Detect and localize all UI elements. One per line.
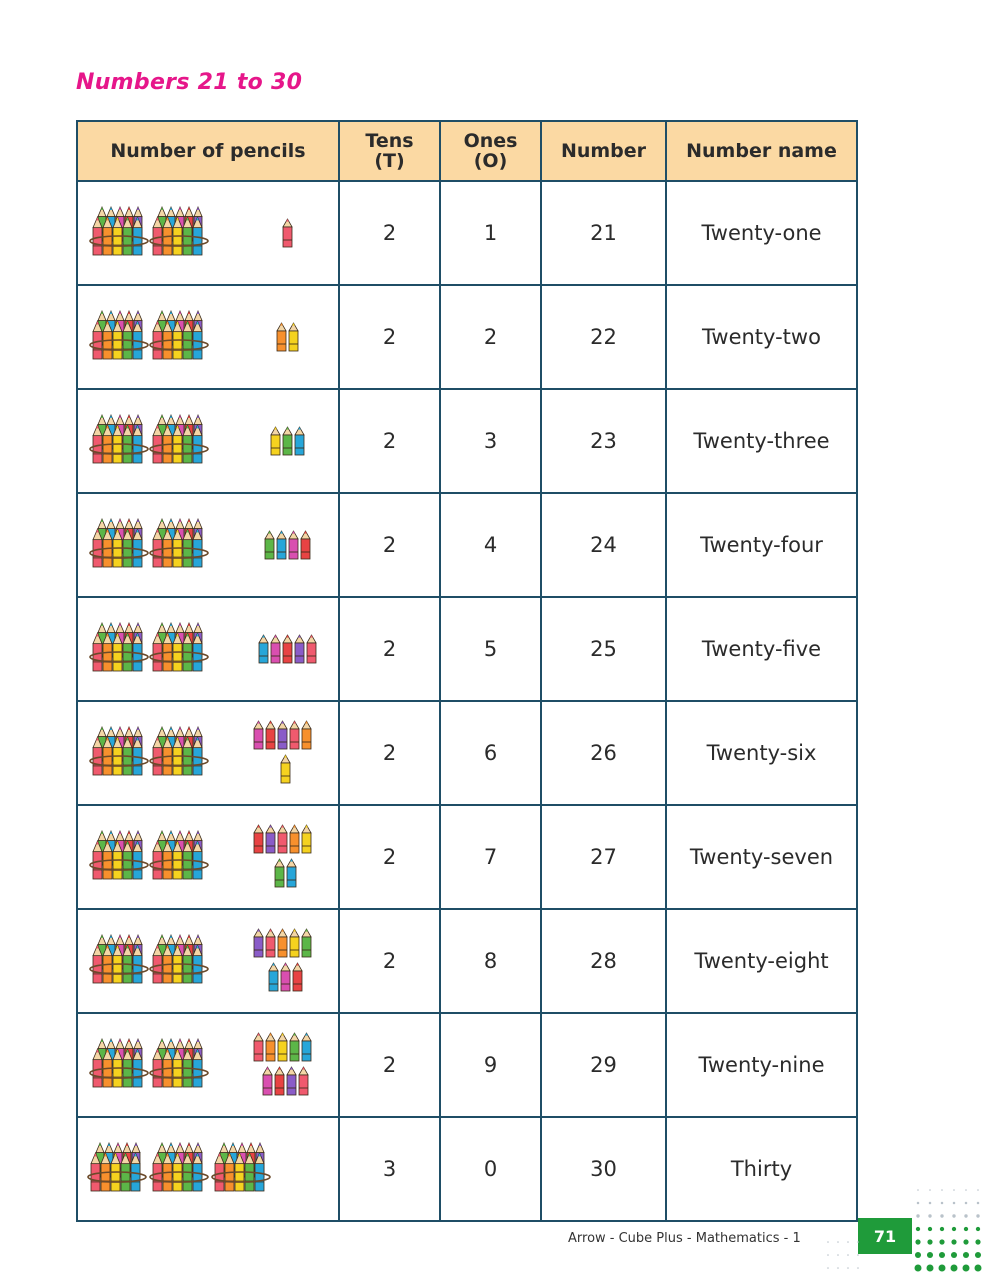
pencils-cell (77, 1013, 339, 1117)
tens-cell: 2 (339, 389, 440, 493)
pencil-icon (287, 859, 296, 887)
number-name-cell: Twenty-two (666, 285, 857, 389)
tens-cell: 2 (339, 493, 440, 597)
pencils-svg (78, 1015, 338, 1115)
number-cell: 27 (541, 805, 666, 909)
page-number: 71 (858, 1218, 912, 1254)
pencils-svg (78, 287, 338, 387)
pencil-icon (290, 1033, 299, 1061)
pencil-icon (263, 1067, 272, 1095)
tens-cell: 2 (339, 597, 440, 701)
pencil-icon (290, 929, 299, 957)
pencil-icon (302, 1033, 311, 1061)
pencil-bundle-icon (150, 727, 208, 775)
pencils-cell (77, 493, 339, 597)
pencil-icon (254, 825, 263, 853)
pencil-icon (278, 721, 287, 749)
table-row (77, 597, 857, 701)
pencil-bundle-icon (90, 727, 148, 775)
table-row (77, 701, 857, 805)
pencils-svg (78, 183, 338, 283)
number-name-cell: Twenty-three (666, 389, 857, 493)
pencil-icon (278, 929, 287, 957)
pencil-icon (254, 929, 263, 957)
pencil-bundle-icon (90, 623, 148, 671)
pencil-bundle-icon (90, 415, 148, 463)
header-ones-abbr: (O) (473, 150, 508, 172)
ones-cell: 0 (440, 1117, 541, 1221)
ones-cell: 3 (440, 389, 541, 493)
pencil-icon (266, 1033, 275, 1061)
pencil-icon (278, 1033, 287, 1061)
pencil-icon (275, 859, 284, 887)
number-cell: 24 (541, 493, 666, 597)
pencil-icon (259, 635, 268, 663)
pencil-bundle-icon (90, 1039, 148, 1087)
pencil-bundle-icon (150, 1143, 208, 1191)
pencil-bundle-icon (150, 519, 208, 567)
header-number: Number (541, 121, 666, 181)
pencils-illustration (78, 391, 338, 491)
ones-cell: 5 (440, 597, 541, 701)
table-row (77, 1013, 857, 1117)
number-cell: 30 (541, 1117, 666, 1221)
pencils-cell (77, 285, 339, 389)
pencils-svg (78, 495, 338, 595)
pencil-icon (283, 219, 292, 247)
pencil-icon (271, 427, 280, 455)
ones-cell: 6 (440, 701, 541, 805)
pencil-bundle-icon (90, 311, 148, 359)
pencil-icon (287, 1067, 296, 1095)
pencil-icon (283, 427, 292, 455)
number-cell: 23 (541, 389, 666, 493)
header-ones-label: Ones (463, 130, 518, 152)
table-row (77, 389, 857, 493)
footer-book-title: Arrow - Cube Plus - Mathematics - 1 (568, 1231, 801, 1246)
number-cell: 28 (541, 909, 666, 1013)
pencil-icon (295, 635, 304, 663)
table-row (77, 285, 857, 389)
pencils-svg (78, 599, 338, 699)
pencil-bundle-icon (150, 207, 208, 255)
pencil-icon (277, 323, 286, 351)
table-row (77, 181, 857, 285)
pencils-cell (77, 181, 339, 285)
pencil-icon (277, 531, 286, 559)
number-name-cell: Twenty-seven (666, 805, 857, 909)
pencil-icon (302, 825, 311, 853)
pencil-bundle-icon (150, 831, 208, 879)
pencil-icon (281, 963, 290, 991)
pencils-illustration (78, 495, 338, 595)
tens-cell: 2 (339, 181, 440, 285)
tens-cell: 3 (339, 1117, 440, 1221)
pencil-bundle-icon (90, 831, 148, 879)
pencils-illustration (78, 183, 338, 283)
table-row (77, 909, 857, 1013)
pencil-icon (266, 721, 275, 749)
header-tens-abbr: (T) (374, 150, 405, 172)
pencils-illustration (78, 911, 338, 1011)
pencil-icon (283, 635, 292, 663)
pencil-bundle-icon (150, 935, 208, 983)
pencil-bundle-icon (212, 1143, 270, 1191)
number-name-cell: Twenty-four (666, 493, 857, 597)
pencil-icon (281, 755, 290, 783)
pencils-svg (78, 911, 338, 1011)
header-tens-label: Tens (365, 130, 414, 152)
tens-cell: 2 (339, 285, 440, 389)
ones-cell: 1 (440, 181, 541, 285)
pencils-illustration (78, 1119, 338, 1219)
pencil-icon (302, 929, 311, 957)
pencils-svg (78, 391, 338, 491)
pencil-icon (290, 721, 299, 749)
tens-cell: 2 (339, 1013, 440, 1117)
pencil-bundle-icon (90, 519, 148, 567)
pencil-icon (254, 721, 263, 749)
pencils-illustration (78, 287, 338, 387)
pencil-bundle-icon (150, 415, 208, 463)
pencil-icon (271, 635, 280, 663)
header-ones (440, 121, 541, 181)
number-name-cell: Twenty-one (666, 181, 857, 285)
pencil-icon (307, 635, 316, 663)
number-cell: 29 (541, 1013, 666, 1117)
pencils-svg (78, 1119, 338, 1219)
header-number-name: Number name (666, 121, 857, 181)
ones-cell: 8 (440, 909, 541, 1013)
pencils-cell (77, 1117, 339, 1221)
pencil-icon (302, 721, 311, 749)
pencil-icon (254, 1033, 263, 1061)
pencils-illustration (78, 1015, 338, 1115)
ones-cell: 2 (440, 285, 541, 389)
table-row (77, 493, 857, 597)
pencils-illustration (78, 807, 338, 907)
pencil-icon (295, 427, 304, 455)
pencil-bundle-icon (90, 935, 148, 983)
pencil-icon (269, 963, 278, 991)
tens-cell: 2 (339, 909, 440, 1013)
number-cell: 22 (541, 285, 666, 389)
pencil-icon (299, 1067, 308, 1095)
number-cell: 21 (541, 181, 666, 285)
pencils-cell (77, 389, 339, 493)
pencil-icon (289, 531, 298, 559)
pencil-icon (266, 825, 275, 853)
pencil-icon (301, 531, 310, 559)
header-number-of-pencils: Number of pencils (77, 121, 339, 181)
pencil-icon (293, 963, 302, 991)
tens-cell: 2 (339, 701, 440, 805)
pencil-icon (265, 531, 274, 559)
page-title: Numbers 21 to 30 (76, 70, 303, 95)
number-name-cell: Twenty-five (666, 597, 857, 701)
ones-cell: 9 (440, 1013, 541, 1117)
table-row (77, 1117, 857, 1221)
table-row (77, 805, 857, 909)
pencil-bundle-icon (90, 207, 148, 255)
ones-cell: 4 (440, 493, 541, 597)
decorative-dots (818, 1180, 989, 1280)
number-name-cell: Thirty (666, 1117, 857, 1221)
number-cell: 26 (541, 701, 666, 805)
ones-cell: 7 (440, 805, 541, 909)
number-name-cell: Twenty-eight (666, 909, 857, 1013)
numbers-table (76, 120, 858, 1222)
pencils-cell (77, 701, 339, 805)
pencils-cell (77, 805, 339, 909)
pencil-bundle-icon (150, 1039, 208, 1087)
number-name-cell: Twenty-six (666, 701, 857, 805)
pencil-bundle-icon (150, 311, 208, 359)
table-header-row (77, 121, 857, 181)
number-cell: 25 (541, 597, 666, 701)
pencil-bundle-icon (150, 623, 208, 671)
pencils-illustration (78, 703, 338, 803)
pencils-svg (78, 807, 338, 907)
pencil-icon (290, 825, 299, 853)
pencil-icon (289, 323, 298, 351)
pencil-icon (266, 929, 275, 957)
tens-cell: 2 (339, 805, 440, 909)
pencils-illustration (78, 599, 338, 699)
pencil-icon (275, 1067, 284, 1095)
pencils-svg (78, 703, 338, 803)
pencils-cell (77, 909, 339, 1013)
pencil-bundle-icon (88, 1143, 146, 1191)
header-tens (339, 121, 440, 181)
pencil-icon (278, 825, 287, 853)
number-name-cell: Twenty-nine (666, 1013, 857, 1117)
pencils-cell (77, 597, 339, 701)
